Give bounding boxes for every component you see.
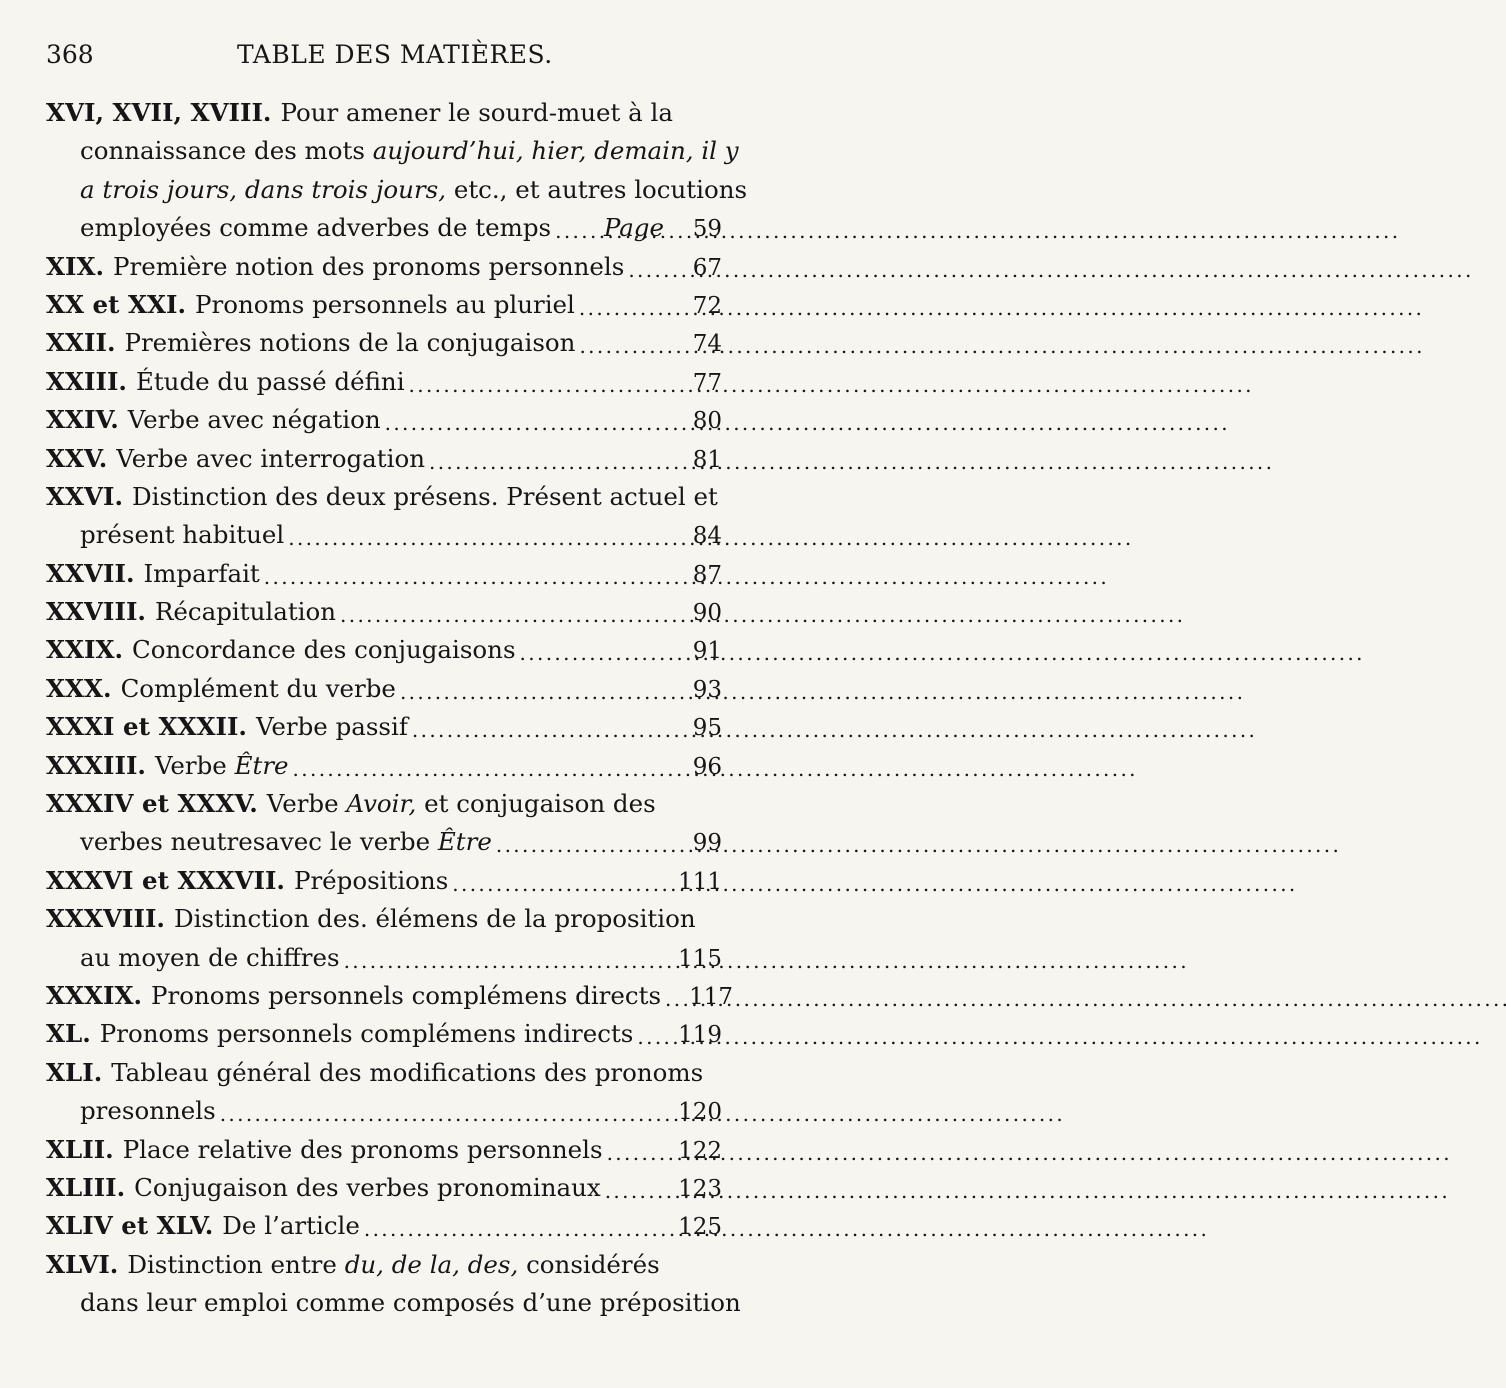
toc-entry-title: considérés (526, 1249, 660, 1279)
toc-entry (46, 324, 722, 362)
toc-entry-number: XXXIV et XXXV. (46, 789, 258, 819)
dot-leader (665, 979, 675, 1004)
toc-entry (46, 593, 722, 631)
toc-entry-title: Complément du verbe (120, 673, 396, 703)
toc-entry-title: présent habituel (80, 520, 285, 550)
dot-leader (400, 672, 664, 697)
running-title: TABLE DES MATIÈRES. (237, 40, 553, 69)
toc-entry (46, 401, 722, 439)
toc-entry-title: De l’article (222, 1211, 360, 1241)
dot-leader (637, 1017, 664, 1042)
dot-leader (385, 403, 664, 428)
toc-entry-page: 67 (692, 254, 722, 281)
toc-entry-title: Concordance des conjugaisons (132, 635, 516, 665)
toc-entry (46, 862, 722, 900)
toc-entry (46, 1054, 722, 1131)
toc-entry-page: 72 (692, 292, 722, 319)
toc-entry-title: Pour amener le sourd-muet à la (280, 98, 673, 127)
toc-entry-page: 115 (678, 945, 722, 972)
toc-entry-number: XLIII. (46, 1172, 126, 1202)
dot-leader (555, 211, 600, 236)
toc-entry-page: 91 (692, 638, 722, 665)
dot-leader (409, 365, 664, 390)
toc-entry-number: XXXIII. (46, 750, 146, 780)
toc-entry-page: 77 (692, 369, 722, 396)
toc-entry-title: Distinction des deux présens. Présent actuel et (132, 481, 718, 511)
toc-entry (46, 747, 722, 785)
toc-entry (46, 286, 722, 324)
toc-entry-title: Pronoms personnels complémens directs (151, 980, 662, 1010)
toc-entry-page: 119 (678, 1022, 722, 1049)
toc-entry (46, 94, 748, 248)
toc-entry-title: presonnels (80, 1096, 216, 1126)
toc-entry-title: Verbe (154, 750, 227, 780)
page-label: Page (603, 213, 664, 243)
dot-leader (412, 710, 664, 735)
toc-entry-number: XXXVI et XXXVII. (46, 865, 285, 895)
toc-entry-page: 93 (692, 676, 722, 703)
toc-entry-number: XXVIII. (46, 597, 146, 627)
toc-entry-number: XXIII. (46, 366, 127, 396)
toc-entry (46, 1207, 722, 1245)
toc-entry-title: Imparfait (143, 558, 260, 588)
toc-entry-page: 96 (692, 753, 722, 780)
toc-entry-page: 95 (692, 715, 722, 742)
toc-entry-number: XXXI et XXXII. (46, 712, 247, 742)
page-header (46, 36, 722, 94)
toc-entry-title: Premières notions de la conjugaison (124, 328, 576, 358)
dot-leader (288, 518, 664, 543)
toc-entry-page: 99 (692, 830, 722, 857)
toc-entry-title-italic: aujourd’hui, hier, demain, il y (372, 136, 739, 166)
dot-leader (496, 825, 664, 850)
toc-entry-number: XLII. (46, 1134, 114, 1164)
toc-entry-title-italic: Être (437, 827, 492, 857)
toc-entry-number: XX et XXI. (46, 289, 186, 319)
toc-entry-page: 80 (692, 408, 722, 435)
toc-entry-number: XLI. (46, 1057, 103, 1087)
dot-leader (364, 1209, 664, 1234)
toc-entry-title: Distinction des. élémens de la proposition (173, 904, 696, 934)
toc-entry (46, 670, 722, 708)
toc-entry-page: 122 (678, 1137, 722, 1164)
toc-entry-number: XXVII. (46, 558, 135, 588)
toc-entry-title: Distinction entre (127, 1249, 337, 1279)
toc-entry (46, 708, 722, 746)
toc-entry-title: Verbe avec interrogation (116, 443, 425, 473)
toc-entry-title: Verbe avec négation (127, 405, 381, 435)
page-number: 368 (46, 40, 94, 69)
toc-entry (46, 555, 722, 593)
toc-entry-title: Verbe passif (255, 712, 408, 742)
toc-entry-title: Première notion des pronoms personnels (113, 251, 625, 281)
toc-entry (46, 1169, 722, 1207)
toc-entry-number: XLIV et XLV. (46, 1211, 214, 1241)
toc-entry-number: XXV. (46, 443, 108, 473)
toc-entry-title: Verbe (266, 789, 339, 819)
toc-entry-page: 59 (692, 216, 722, 243)
dot-leader (264, 557, 664, 582)
toc-entry-number: XVI, XVII, XVIII. (46, 98, 272, 127)
toc-entry (46, 900, 722, 977)
toc-entry-number: XXII. (46, 328, 116, 358)
toc-entry (46, 1131, 722, 1169)
toc-entry-title: dans leur emploi comme composés d’une préposition (80, 1288, 741, 1318)
toc-entry-page: 125 (678, 1214, 722, 1241)
toc-entry-title: connaissance des mots (80, 136, 365, 166)
toc-entry-page: 111 (678, 868, 722, 895)
toc-entry-page: 120 (678, 1099, 722, 1126)
dot-leader (344, 941, 664, 966)
toc-entry-page: 84 (692, 523, 722, 550)
toc-entry-number: XXXIX. (46, 980, 143, 1010)
toc-entry-number: XLVI. (46, 1249, 119, 1279)
toc-entry-title: et conjugaison des (424, 789, 656, 819)
dot-leader (220, 1094, 664, 1119)
toc-entry-title-italic: du, de la, des, (344, 1249, 519, 1279)
toc-entry (46, 363, 722, 401)
toc-entry (46, 1246, 741, 1323)
toc-entry-title-italic: Être (234, 750, 289, 780)
toc-entry (46, 478, 722, 555)
toc-entry-title: Tableau général des modifications des pronoms (111, 1057, 704, 1087)
dot-leader (429, 442, 664, 467)
dot-leader (607, 1133, 664, 1158)
dot-leader (293, 749, 664, 774)
toc-entry-page: 87 (692, 561, 722, 588)
toc-entry-number: XXVI. (46, 481, 124, 511)
toc-entry-title: etc., et autres locutions (453, 174, 748, 204)
toc-entry-title: Conjugaison des verbes pronominaux (134, 1172, 601, 1202)
toc-entry-title: employées comme adverbes de temps (80, 213, 552, 243)
toc-entry-title: Pronoms personnels au pluriel (195, 289, 575, 319)
table-of-contents (46, 94, 748, 1323)
toc-entry-title: Pronoms personnels complémens indirects (99, 1019, 634, 1049)
toc-entry-title: Étude du passé défini (135, 366, 405, 396)
toc-entry-number: XXXVIII. (46, 904, 165, 934)
toc-entry-number: XXX. (46, 673, 112, 703)
toc-entry-title-italic: Avoir, (346, 789, 417, 819)
toc-entry-title-italic: a trois jours, dans trois jours, (80, 174, 447, 204)
dot-leader (520, 633, 664, 658)
toc-entry (46, 440, 722, 478)
toc-entry-page: 117 (689, 983, 734, 1010)
dot-leader (340, 595, 664, 620)
toc-entry-page: 90 (692, 600, 722, 627)
toc-entry (46, 977, 734, 1015)
dot-leader (579, 288, 664, 313)
toc-entry-number: XXIX. (46, 635, 124, 665)
toc-entry-title: verbes neutresavec le verbe (80, 827, 431, 857)
toc-entry (46, 785, 722, 862)
toc-entry-page: 74 (692, 331, 722, 358)
toc-entry (46, 631, 722, 669)
toc-entry (46, 248, 722, 286)
toc-entry-title: au moyen de chiffres (80, 942, 340, 972)
toc-entry-title: Récapitulation (154, 597, 337, 627)
dot-leader (452, 864, 664, 889)
toc-entry-title: Prépositions (293, 865, 449, 895)
dot-leader (628, 250, 664, 275)
toc-entry-page: 123 (678, 1175, 722, 1202)
toc-entry-title: Place relative des pronoms personnels (122, 1134, 603, 1164)
dot-leader (579, 326, 664, 351)
toc-entry-page: 81 (692, 446, 722, 473)
toc-entry-number: XIX. (46, 251, 105, 281)
toc-entry-number: XXIV. (46, 405, 119, 435)
toc-entry (46, 1015, 722, 1053)
dot-leader (605, 1171, 664, 1196)
toc-entry-number: XL. (46, 1019, 91, 1049)
